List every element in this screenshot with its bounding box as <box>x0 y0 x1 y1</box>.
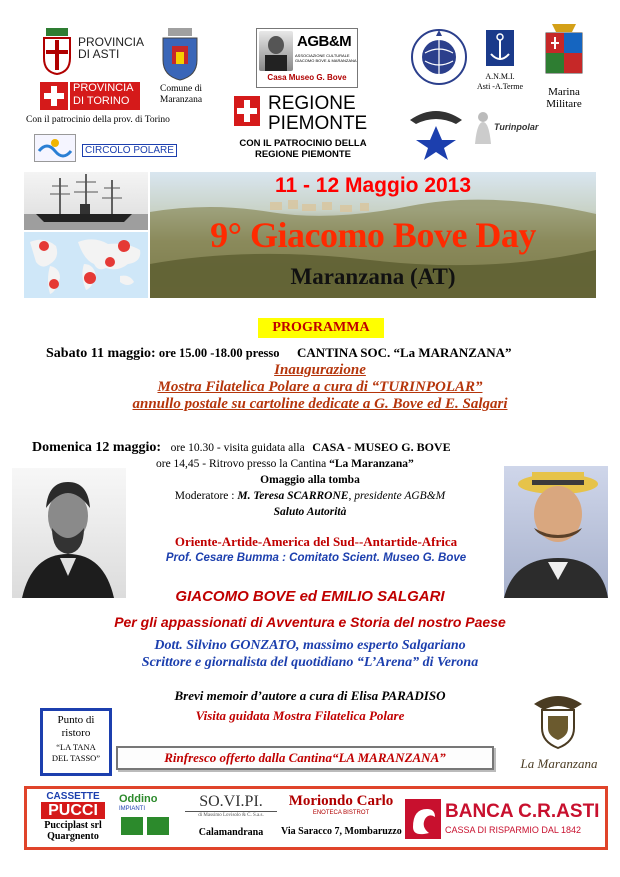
maranzana-coat-of-arms-icon <box>160 28 200 82</box>
marina-text: Marina Militare <box>546 86 582 110</box>
agbm-text: AGB&M <box>297 33 352 50</box>
tana-del-tasso: “LA TANA DEL TASSO” <box>51 742 101 763</box>
eagle-crest-icon <box>532 690 584 750</box>
provincia-asti-text: PROVINCIA DI ASTI <box>78 35 145 61</box>
impianti-text: IMPIANTI <box>119 806 146 812</box>
provincia-torino-text: PROVINCIA DI TORINO <box>70 82 140 110</box>
eagle-star-icon <box>408 108 464 160</box>
comune-maranzana-text: Comune di Maranzana <box>159 84 203 105</box>
oddino-green-badges <box>121 817 171 837</box>
via-saracco-text: Via Saracco 7, Mombaruzzo <box>281 826 402 837</box>
badge-1 <box>121 817 143 835</box>
globe-seal-icon <box>410 28 468 86</box>
banca-logo-icon <box>405 799 441 839</box>
moderatore-line <box>120 490 500 502</box>
agbm-subtitle: ASSOCIAZIONE CULTURALE GIACOMO BOVE & MARANZANA <box>295 53 357 63</box>
sovipi-text: SO.VI.PI. <box>199 793 263 810</box>
torino-cross-icon <box>40 82 68 110</box>
world-map-icon <box>24 232 148 298</box>
marina-crest-icon <box>542 24 586 82</box>
sunday-line <box>32 440 602 456</box>
programma-label: PROGRAMMA <box>258 318 384 338</box>
explorer-figure-icon <box>470 110 496 144</box>
circolo-polare-logo: CIRCOLO POLARE <box>82 144 177 157</box>
sunday-time: ore 10.30 - visita guidata alla <box>170 442 305 454</box>
punto-ristoro-box <box>40 708 112 776</box>
moriondo-sponsor <box>281 793 401 847</box>
scrittore-line: Scrittore e giornalista del quotidiano “L’Arena” di Verona <box>141 655 479 670</box>
event-dates: 11 - 12 Maggio 2013 <box>274 174 472 197</box>
ship-icon <box>24 172 148 230</box>
anchor-icon <box>486 30 514 66</box>
appassionati-line: Per gli appassionati di Avventura e Storia del nostro Paese <box>114 614 506 630</box>
agbm-logo <box>256 28 358 88</box>
banca-crasti-sponsor <box>405 795 603 845</box>
bove-salgari-title: GIACOMO BOVE ed EMILIO SALGARI <box>175 588 445 605</box>
bove-portrait <box>12 468 126 598</box>
provincia-asti-logo <box>40 26 145 78</box>
memoir-line: Brevi memoir d’autore a cura di Elisa PARADISO <box>174 688 446 703</box>
omaggio-tomba: Omaggio alla tomba <box>260 474 360 486</box>
sunday-ritrovo: ore 14,45 - Ritrovo presso la Cantina <box>156 458 327 470</box>
circolo-logo-a <box>34 134 76 162</box>
world-map <box>24 232 148 298</box>
prof-bumma: Prof. Cesare Bumma : Comitato Scient. Museo G. Bove <box>165 552 467 564</box>
oddino-text: Oddino <box>119 793 158 805</box>
turinpolar-logo <box>470 110 539 146</box>
rinfresco-banner: Rinfresco offerto dalla Cantina“LA MARANZANA” <box>116 746 494 770</box>
pucciplast-text: Pucciplast srl Quargnento <box>44 820 102 842</box>
sunday-day: Domenica 12 maggio: <box>32 440 162 455</box>
provincia-torino-logo <box>40 80 140 112</box>
saturday-details <box>40 362 600 413</box>
event-title: 9° Giacomo Bove Day <box>210 215 536 255</box>
oddino-sponsor <box>119 793 179 847</box>
regione-piemonte-logo <box>234 92 374 162</box>
bove-portrait-small <box>259 31 293 71</box>
marina-militare-logo <box>538 24 590 114</box>
sovipi-sponsor <box>185 793 277 847</box>
sunday-cantina: “La Maranzana” <box>329 458 414 470</box>
turinpolar-text: Turinpolar <box>494 122 539 132</box>
pucci-sponsor <box>33 792 113 848</box>
regione-piemonte-text: REGIONE PIEMONTE <box>268 93 368 134</box>
sunday-line2 <box>156 458 496 470</box>
saluto-autorita: Saluto Autorità <box>273 506 347 518</box>
saturday-line <box>46 345 606 362</box>
wave-icon <box>35 135 75 161</box>
cassa-text: CASSA DI RISPARMIO DAL 1842 <box>445 825 582 835</box>
pucci-text: PUCCI <box>41 802 105 819</box>
visita-mostra: Visita guidata Mostra Filatelica Polare <box>195 708 405 723</box>
comune-maranzana-logo <box>156 28 206 110</box>
torino-red-badge <box>40 82 68 110</box>
sovipi-sub: di Massimo Lovisolo & C. S.a.s. <box>185 811 277 819</box>
punto-ristoro-title: Punto di ristoro <box>57 714 95 739</box>
mostra-filatelica: Mostra Filatelica Polare a cura di “TURINPOLAR” <box>157 379 483 395</box>
ship-photo <box>24 172 148 230</box>
alpine-club-logo <box>408 108 464 160</box>
piemonte-shield-icon <box>234 96 260 126</box>
event-place: Maranzana (AT) <box>290 264 456 289</box>
calamandrana-text: Calamandrana <box>198 827 264 838</box>
patrocinio-regione: CON IL PATROCINIO DELLA REGIONE PIEMONTE <box>239 138 367 160</box>
bove-portrait-icon <box>12 468 126 598</box>
sponsor-bar <box>24 786 608 850</box>
moderatore-role: , presidente AGB&M <box>348 490 446 502</box>
banner <box>24 172 596 312</box>
inaugurazione: Inaugurazione <box>274 362 366 378</box>
moderatore-label: Moderatore : <box>174 490 238 502</box>
patrocinio-torino: Con il patrocinio della prov. di Torino <box>26 115 170 125</box>
anmi-text: A.N.M.I. Asti -A.Terme <box>476 72 524 91</box>
saturday-day: Sabato 11 maggio: <box>46 346 156 361</box>
asti-coat-of-arms-icon <box>40 26 74 76</box>
badge-2 <box>147 817 169 835</box>
annullo-postale: annullo postale su cartoline dedicate a G. Bove ed E. Salgari <box>132 396 508 412</box>
saturday-time: ore 15.00 -18.00 presso <box>155 346 280 360</box>
saturday-place: CANTINA SOC. “La MARANZANA” <box>297 345 512 360</box>
casa-museo-text: Casa Museo G. Bove <box>267 73 347 82</box>
gonzato-line: Dott. Silvino GONZATO, massimo esperto Salgariano <box>154 638 466 653</box>
la-maranzana-text: La Maranzana <box>520 756 598 771</box>
moriondo-text: Moriondo Carlo <box>288 793 394 809</box>
sunday-place: CASA - MUSEO G. BOVE <box>312 440 451 454</box>
moderatore-name: M. Teresa SCARRONE <box>237 490 349 502</box>
sgi-logo <box>410 28 468 86</box>
enoteca-text: ENOTECA BISTROT <box>312 810 370 816</box>
salgari-portrait-icon <box>504 466 608 598</box>
la-maranzana-logo <box>514 690 604 778</box>
anmi-logo <box>476 30 524 100</box>
banca-text: BANCA C.R.ASTI <box>445 801 600 822</box>
salgari-portrait <box>504 466 608 598</box>
oriente-line: Oriente-Artide-America del Sud--Antartide-Africa <box>174 534 458 549</box>
cassette-text: CASSETTE <box>46 791 100 802</box>
